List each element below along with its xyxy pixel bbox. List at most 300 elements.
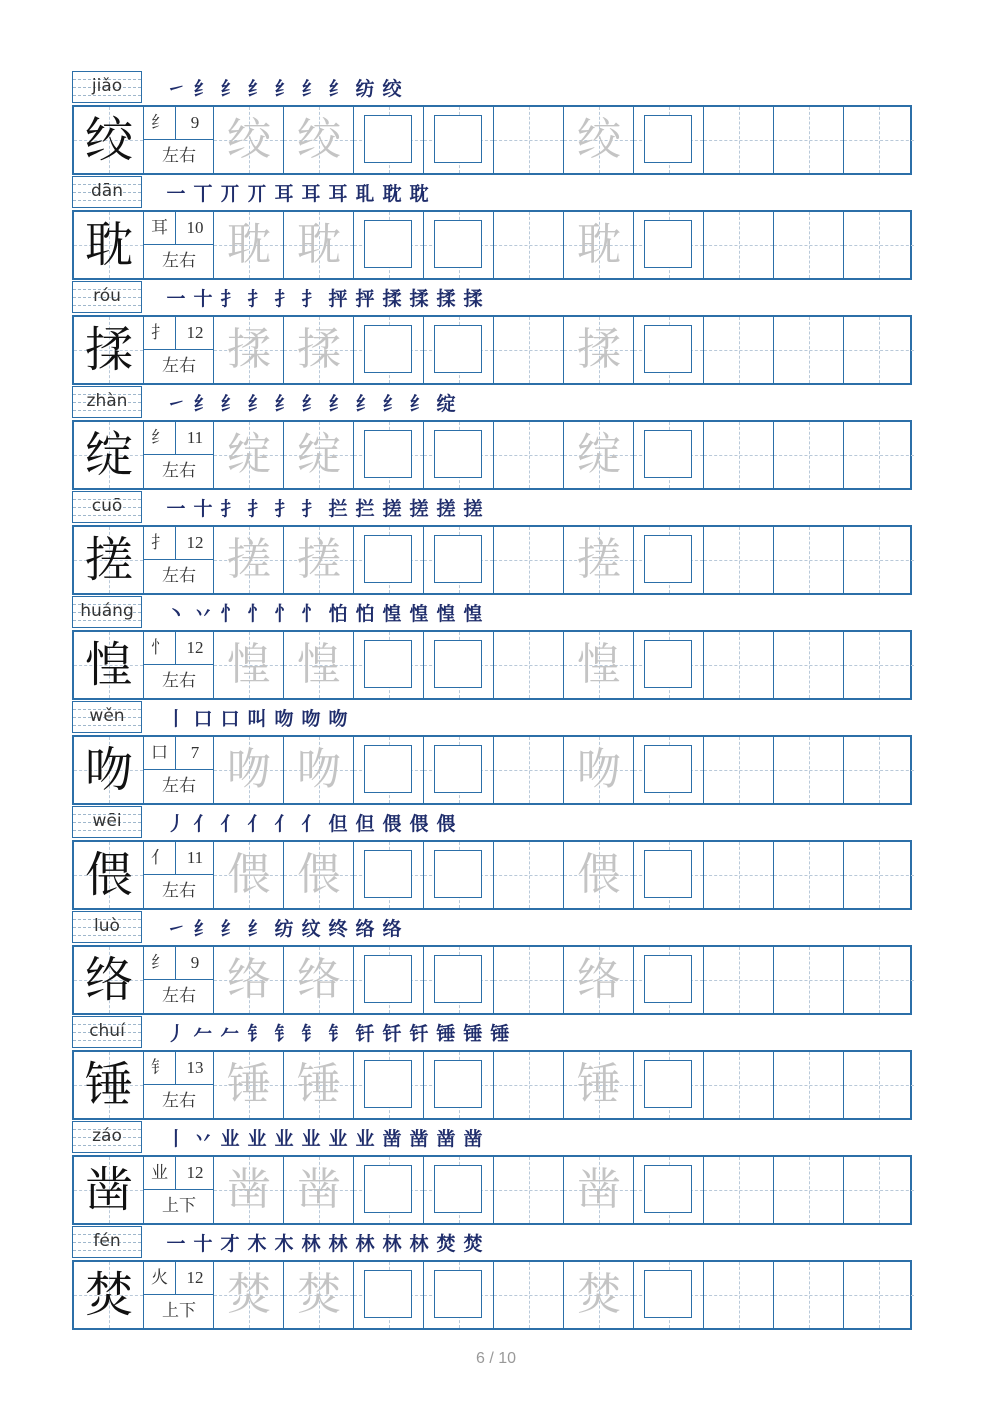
- blank-practice-cell[interactable]: [704, 212, 774, 278]
- stroke-step: 钎: [409, 1022, 429, 1045]
- boxed-practice-cell[interactable]: [634, 317, 704, 383]
- tracing-cell[interactable]: [284, 1052, 354, 1118]
- boxed-practice-cell[interactable]: [354, 1262, 424, 1328]
- inner-square: [644, 535, 692, 583]
- pinyin-text: chuí: [89, 1021, 125, 1041]
- pinyin-box: [72, 1016, 142, 1048]
- tracing-character: 搓: [297, 534, 341, 585]
- inner-square: [644, 1165, 692, 1213]
- stroke-step: 一: [166, 182, 186, 205]
- blank-practice-cell[interactable]: [844, 1052, 914, 1118]
- practice-row: [72, 210, 912, 280]
- stroke-step: 搓: [436, 497, 456, 520]
- boxed-practice-cell[interactable]: [354, 1157, 424, 1223]
- boxed-practice-cell[interactable]: [424, 422, 494, 488]
- practice-row: [72, 840, 912, 910]
- tracing-character: 绞: [577, 114, 621, 165]
- boxed-practice-cell[interactable]: [354, 422, 424, 488]
- blank-practice-cell[interactable]: [774, 1052, 844, 1118]
- tracing-cell[interactable]: [564, 947, 634, 1013]
- stroke-step: 络: [355, 917, 375, 940]
- blank-practice-cell[interactable]: [494, 107, 564, 173]
- blank-practice-cell[interactable]: [704, 1262, 774, 1328]
- blank-practice-cell[interactable]: [494, 317, 564, 383]
- main-character-cell: [74, 737, 144, 803]
- inner-square: [364, 220, 412, 268]
- stroke-step: 丿: [166, 812, 186, 835]
- tracing-cell[interactable]: [214, 632, 284, 698]
- inner-square: [364, 1165, 412, 1213]
- blank-practice-cell[interactable]: [494, 632, 564, 698]
- pinyin-text: zhàn: [86, 391, 128, 411]
- tracing-character: 吻: [577, 744, 621, 795]
- stroke-step: 钅: [274, 1022, 294, 1045]
- main-character-cell: [74, 1052, 144, 1118]
- tracing-cell[interactable]: [284, 947, 354, 1013]
- tracing-cell[interactable]: [564, 527, 634, 593]
- blank-practice-cell[interactable]: [494, 1052, 564, 1118]
- boxed-practice-cell[interactable]: [634, 527, 704, 593]
- stroke-step: 纟: [328, 77, 348, 100]
- tracing-cell[interactable]: [214, 1052, 284, 1118]
- guide-line: [809, 1262, 810, 1328]
- stroke-step: 忄: [301, 602, 321, 625]
- tracing-character: 锤: [297, 1059, 341, 1110]
- stroke-step: 焚: [436, 1232, 456, 1255]
- tracing-cell[interactable]: [284, 527, 354, 593]
- blank-practice-cell[interactable]: [774, 737, 844, 803]
- boxed-practice-cell[interactable]: [354, 107, 424, 173]
- guide-line: [739, 1052, 740, 1118]
- boxed-practice-cell[interactable]: [424, 527, 494, 593]
- character-info-cell: [144, 212, 214, 278]
- tracing-cell[interactable]: [214, 947, 284, 1013]
- blank-practice-cell[interactable]: [494, 842, 564, 908]
- stroke-count: 11: [186, 428, 204, 447]
- boxed-practice-cell[interactable]: [634, 1262, 704, 1328]
- tracing-cell[interactable]: [214, 317, 284, 383]
- blank-practice-cell[interactable]: [704, 947, 774, 1013]
- boxed-practice-cell[interactable]: [354, 947, 424, 1013]
- stroke-step: 但: [355, 812, 375, 835]
- boxed-practice-cell[interactable]: [354, 212, 424, 278]
- tracing-character: 惶: [227, 639, 271, 690]
- boxed-practice-cell[interactable]: [424, 737, 494, 803]
- blank-practice-cell[interactable]: [494, 737, 564, 803]
- structure-label: 左右: [162, 881, 196, 901]
- blank-practice-cell[interactable]: [704, 317, 774, 383]
- stroke-step: 拦: [355, 497, 375, 520]
- boxed-practice-cell[interactable]: [354, 317, 424, 383]
- guide-line: [739, 107, 740, 173]
- main-character: 绞: [84, 112, 133, 168]
- tracing-cell[interactable]: [284, 317, 354, 383]
- blank-practice-cell[interactable]: [774, 527, 844, 593]
- inner-square: [434, 640, 482, 688]
- boxed-practice-cell[interactable]: [424, 317, 494, 383]
- stroke-step: 丿: [166, 1022, 186, 1045]
- boxed-practice-cell[interactable]: [424, 212, 494, 278]
- radical: 纟: [144, 947, 176, 979]
- guide-line: [809, 317, 810, 383]
- tracing-cell[interactable]: [284, 107, 354, 173]
- character-entry: [72, 1021, 912, 1120]
- blank-practice-cell[interactable]: [774, 632, 844, 698]
- main-character: 络: [84, 952, 133, 1008]
- blank-practice-cell[interactable]: [844, 212, 914, 278]
- stroke-step: 凿: [436, 1127, 456, 1150]
- stroke-step: 怕: [328, 602, 348, 625]
- boxed-practice-cell[interactable]: [634, 632, 704, 698]
- inner-square: [644, 850, 692, 898]
- boxed-practice-cell[interactable]: [424, 632, 494, 698]
- blank-practice-cell[interactable]: [494, 527, 564, 593]
- boxed-practice-cell[interactable]: [634, 107, 704, 173]
- stroke-count: 11: [186, 848, 204, 867]
- pinyin-text: wěn: [89, 706, 125, 726]
- stroke-order-sequence: [164, 807, 458, 837]
- structure-label: 左右: [162, 356, 196, 376]
- tracing-cell[interactable]: [284, 422, 354, 488]
- inner-square: [434, 220, 482, 268]
- stroke-order-sequence: [164, 1122, 485, 1152]
- stroke-step: 一: [166, 1232, 186, 1255]
- tracing-cell[interactable]: [564, 422, 634, 488]
- stroke-step: 钅: [247, 1022, 267, 1045]
- tracing-character: 络: [297, 954, 341, 1005]
- stroke-step: 拦: [328, 497, 348, 520]
- stroke-step: 络: [382, 917, 402, 940]
- boxed-practice-cell[interactable]: [354, 737, 424, 803]
- stroke-step: 丶: [166, 602, 186, 625]
- guide-line: [809, 1157, 810, 1223]
- boxed-practice-cell[interactable]: [354, 527, 424, 593]
- guide-line: [879, 842, 880, 908]
- boxed-practice-cell[interactable]: [424, 1052, 494, 1118]
- info-top: [144, 947, 214, 980]
- stroke-step: 口: [220, 707, 240, 730]
- boxed-practice-cell[interactable]: [634, 947, 704, 1013]
- inner-square: [434, 115, 482, 163]
- blank-practice-cell[interactable]: [774, 107, 844, 173]
- stroke-count: 12: [186, 1163, 204, 1182]
- stroke-step: 抨: [355, 287, 375, 310]
- boxed-practice-cell[interactable]: [424, 842, 494, 908]
- pinyin-box: [72, 281, 142, 313]
- guide-line: [879, 317, 880, 383]
- blank-practice-cell[interactable]: [704, 632, 774, 698]
- info-top: [144, 1052, 214, 1085]
- tracing-cell[interactable]: [214, 1157, 284, 1223]
- tracing-character: 偎: [577, 849, 621, 900]
- stroke-step: 扌: [274, 287, 294, 310]
- main-character-cell: [74, 422, 144, 488]
- tracing-cell[interactable]: [284, 1157, 354, 1223]
- character-entry: [72, 181, 912, 280]
- tracing-character: 绽: [297, 429, 341, 480]
- tracing-cell[interactable]: [214, 1262, 284, 1328]
- stroke-step: 林: [301, 1232, 321, 1255]
- inner-square: [364, 325, 412, 373]
- tracing-cell[interactable]: [564, 632, 634, 698]
- guide-line: [529, 842, 530, 908]
- tracing-cell[interactable]: [564, 107, 634, 173]
- blank-practice-cell[interactable]: [774, 842, 844, 908]
- inner-square: [434, 745, 482, 793]
- blank-practice-cell[interactable]: [774, 422, 844, 488]
- info-top: [144, 1157, 214, 1190]
- info-top: [144, 632, 214, 665]
- boxed-practice-cell[interactable]: [354, 632, 424, 698]
- stroke-step: 亻: [220, 812, 240, 835]
- character-info-cell: [144, 1052, 214, 1118]
- inner-square: [644, 640, 692, 688]
- tracing-cell[interactable]: [564, 1052, 634, 1118]
- tracing-cell[interactable]: [214, 737, 284, 803]
- blank-practice-cell[interactable]: [844, 107, 914, 173]
- stroke-step: 搓: [409, 497, 429, 520]
- tracing-cell[interactable]: [564, 1262, 634, 1328]
- blank-practice-cell[interactable]: [844, 527, 914, 593]
- pinyin-box: [72, 71, 142, 103]
- blank-practice-cell[interactable]: [704, 842, 774, 908]
- tracing-cell[interactable]: [284, 212, 354, 278]
- stroke-step: 焚: [463, 1232, 483, 1255]
- tracing-character: 吻: [297, 744, 341, 795]
- stroke-order-sequence: [164, 72, 404, 102]
- stroke-count: 12: [186, 533, 204, 552]
- stroke-step: 凿: [463, 1127, 483, 1150]
- main-character-cell: [74, 107, 144, 173]
- blank-practice-cell[interactable]: [494, 422, 564, 488]
- stroke-order-sequence: [164, 282, 485, 312]
- stroke-step: 钎: [382, 1022, 402, 1045]
- tracing-cell[interactable]: [214, 212, 284, 278]
- tracing-cell[interactable]: [214, 107, 284, 173]
- stroke-step: 才: [220, 1232, 240, 1255]
- structure-label: 左右: [162, 986, 196, 1006]
- guide-line: [739, 947, 740, 1013]
- tracing-character: 揉: [227, 324, 271, 375]
- radical: 纟: [144, 107, 176, 139]
- blank-practice-cell[interactable]: [844, 632, 914, 698]
- stroke-step: 丨: [166, 1127, 186, 1150]
- stroke-step: 纟: [247, 77, 267, 100]
- stroke-step: 钅: [328, 1022, 348, 1045]
- stroke-step: 一: [166, 497, 186, 520]
- blank-practice-cell[interactable]: [774, 212, 844, 278]
- stroke-step: 揉: [463, 287, 483, 310]
- guide-line: [879, 632, 880, 698]
- radical: 口: [144, 737, 176, 769]
- tracing-character: 绽: [227, 429, 271, 480]
- practice-row: [72, 315, 912, 385]
- tracing-cell[interactable]: [284, 842, 354, 908]
- stroke-order-sequence: [164, 492, 485, 522]
- blank-practice-cell[interactable]: [844, 842, 914, 908]
- stroke-step: 忄: [220, 602, 240, 625]
- character-info-cell: [144, 527, 214, 593]
- tracing-character: 惶: [577, 639, 621, 690]
- blank-practice-cell[interactable]: [494, 212, 564, 278]
- tracing-cell[interactable]: [284, 737, 354, 803]
- radical: 耳: [144, 212, 176, 244]
- blank-practice-cell[interactable]: [704, 422, 774, 488]
- inner-square: [364, 1060, 412, 1108]
- stroke-count: 9: [190, 953, 200, 972]
- tracing-character: 搓: [227, 534, 271, 585]
- tracing-cell[interactable]: [284, 632, 354, 698]
- blank-practice-cell[interactable]: [774, 1157, 844, 1223]
- stroke-step: 丨: [166, 707, 186, 730]
- guide-line: [529, 1262, 530, 1328]
- main-character: 锤: [84, 1057, 133, 1113]
- tracing-cell[interactable]: [564, 737, 634, 803]
- tracing-character: 耽: [577, 219, 621, 270]
- stroke-step: 业: [301, 1127, 321, 1150]
- info-top: [144, 737, 214, 770]
- blank-practice-cell[interactable]: [844, 1262, 914, 1328]
- stroke-order-sequence: [164, 702, 350, 732]
- stroke-step: 偎: [409, 812, 429, 835]
- stroke-step: 耽: [409, 182, 429, 205]
- inner-square: [644, 220, 692, 268]
- character-info-cell: [144, 947, 214, 1013]
- structure-label: 左右: [162, 251, 196, 271]
- blank-practice-cell[interactable]: [844, 947, 914, 1013]
- stroke-count: 10: [186, 218, 204, 237]
- stroke-step: 木: [274, 1232, 294, 1255]
- tracing-cell[interactable]: [564, 317, 634, 383]
- main-character: 凿: [84, 1162, 133, 1218]
- inner-square: [364, 535, 412, 583]
- blank-practice-cell[interactable]: [774, 1262, 844, 1328]
- stroke-step: 口: [193, 707, 213, 730]
- info-top: [144, 317, 214, 350]
- main-character: 揉: [84, 322, 133, 378]
- inner-square: [644, 745, 692, 793]
- character-info-cell: [144, 1157, 214, 1223]
- character-entry: [72, 496, 912, 595]
- main-character: 搓: [84, 532, 133, 588]
- stroke-step: 但: [328, 812, 348, 835]
- guide-line: [529, 737, 530, 803]
- tracing-cell[interactable]: [564, 212, 634, 278]
- stroke-step: 𠂉: [193, 1022, 213, 1045]
- guide-line: [879, 527, 880, 593]
- stroke-step: 揉: [436, 287, 456, 310]
- stroke-step: 业: [355, 1127, 375, 1150]
- blank-practice-cell[interactable]: [494, 1157, 564, 1223]
- guide-line: [529, 422, 530, 488]
- pinyin-box: [72, 806, 142, 838]
- boxed-practice-cell[interactable]: [424, 947, 494, 1013]
- boxed-practice-cell[interactable]: [634, 842, 704, 908]
- stroke-step: 丌: [247, 182, 267, 205]
- stroke-step: 亻: [247, 812, 267, 835]
- boxed-practice-cell[interactable]: [354, 1052, 424, 1118]
- stroke-count: 7: [190, 743, 200, 762]
- blank-practice-cell[interactable]: [704, 1052, 774, 1118]
- blank-practice-cell[interactable]: [704, 527, 774, 593]
- boxed-practice-cell[interactable]: [424, 107, 494, 173]
- tracing-cell[interactable]: [564, 842, 634, 908]
- stroke-step: 叫: [247, 707, 267, 730]
- guide-line: [879, 1157, 880, 1223]
- tracing-cell[interactable]: [214, 527, 284, 593]
- character-info-cell: [144, 842, 214, 908]
- character-info-cell: [144, 107, 214, 173]
- tracing-character: 锤: [577, 1059, 621, 1110]
- main-character-cell: [74, 842, 144, 908]
- stroke-step: 耳: [274, 182, 294, 205]
- pinyin-text: huáng: [80, 601, 134, 621]
- stroke-step: ㇀: [166, 77, 186, 100]
- tracing-cell[interactable]: [214, 842, 284, 908]
- blank-practice-cell[interactable]: [844, 1157, 914, 1223]
- pinyin-text: záo: [92, 1126, 122, 1146]
- blank-practice-cell[interactable]: [494, 1262, 564, 1328]
- boxed-practice-cell[interactable]: [424, 1157, 494, 1223]
- stroke-step: 纟: [220, 917, 240, 940]
- stroke-step: 林: [409, 1232, 429, 1255]
- stroke-step: 纟: [409, 392, 429, 415]
- stroke-step: 钎: [355, 1022, 375, 1045]
- character-info-cell: [144, 317, 214, 383]
- stroke-step: 十: [193, 497, 213, 520]
- boxed-practice-cell[interactable]: [634, 212, 704, 278]
- blank-practice-cell[interactable]: [494, 947, 564, 1013]
- blank-practice-cell[interactable]: [844, 317, 914, 383]
- stroke-step: 耳: [301, 182, 321, 205]
- boxed-practice-cell[interactable]: [634, 1157, 704, 1223]
- inner-square: [644, 1270, 692, 1318]
- blank-practice-cell[interactable]: [774, 317, 844, 383]
- inner-square: [364, 850, 412, 898]
- practice-row: [72, 1155, 912, 1225]
- blank-practice-cell[interactable]: [844, 422, 914, 488]
- blank-practice-cell[interactable]: [704, 107, 774, 173]
- blank-practice-cell[interactable]: [704, 737, 774, 803]
- boxed-practice-cell[interactable]: [634, 422, 704, 488]
- boxed-practice-cell[interactable]: [424, 1262, 494, 1328]
- tracing-cell[interactable]: [284, 1262, 354, 1328]
- tracing-cell[interactable]: [214, 422, 284, 488]
- tracing-cell[interactable]: [564, 1157, 634, 1223]
- practice-row: [72, 1260, 912, 1330]
- practice-row: [72, 105, 912, 175]
- blank-practice-cell[interactable]: [704, 1157, 774, 1223]
- page-number: 6 / 10: [475, 1350, 517, 1367]
- blank-practice-cell[interactable]: [844, 737, 914, 803]
- blank-practice-cell[interactable]: [774, 947, 844, 1013]
- info-top: [144, 1262, 214, 1295]
- boxed-practice-cell[interactable]: [634, 1052, 704, 1118]
- boxed-practice-cell[interactable]: [354, 842, 424, 908]
- boxed-practice-cell[interactable]: [634, 737, 704, 803]
- inner-square: [364, 640, 412, 688]
- stroke-step: 纟: [220, 392, 240, 415]
- inner-square: [434, 535, 482, 583]
- main-character-cell: [74, 1157, 144, 1223]
- character-entry: [72, 1231, 912, 1330]
- stroke-step: 纟: [382, 392, 402, 415]
- stroke-step: 绽: [436, 392, 456, 415]
- inner-square: [364, 1270, 412, 1318]
- radical: 纟: [144, 422, 176, 454]
- practice-row: [72, 945, 912, 1015]
- stroke-count: 12: [186, 323, 204, 342]
